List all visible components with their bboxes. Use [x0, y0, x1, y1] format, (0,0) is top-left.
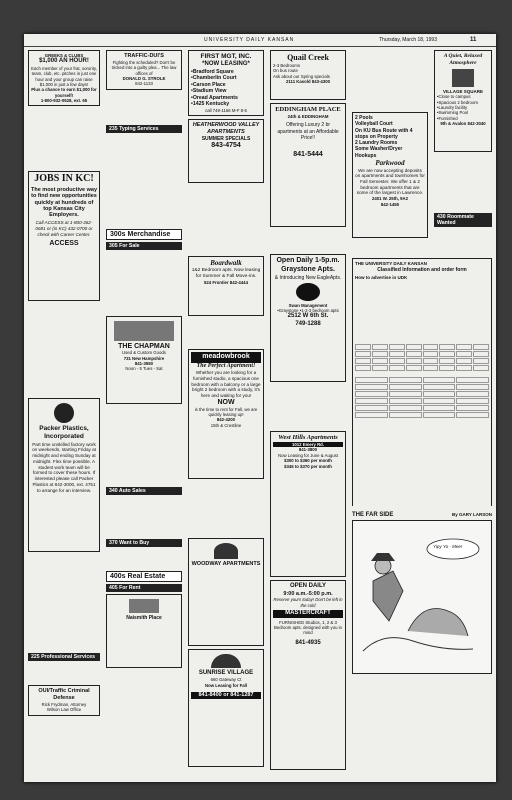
- column-2: [104, 48, 184, 778]
- meadowbrook-title: meadowbrook: [191, 352, 261, 363]
- openday-hours: 9:00 a.m.-5:00 p.m.: [283, 590, 333, 597]
- classified-text-block-10: [106, 549, 182, 569]
- quail-creek-ad: [270, 50, 346, 100]
- meadowbrook-addr: 15th & Crestline: [210, 422, 242, 428]
- quail-addr: 2111 Kasold 843-4300: [286, 79, 330, 85]
- classified-text-block-11: [106, 671, 182, 751]
- ad-copy-grid[interactable]: [355, 377, 489, 418]
- column-4: [268, 48, 348, 778]
- classified-text-block-14: [188, 482, 264, 536]
- quail-item-3: Ask about our Spring specials: [273, 73, 330, 79]
- section-405: 405 For Rent: [106, 584, 182, 592]
- chapman-addr: 731 New Hampshire: [123, 355, 165, 361]
- classified-form-box: [352, 258, 492, 506]
- packer-name: Packer Plastics, Incorporated: [39, 425, 89, 440]
- column-3: [186, 48, 266, 778]
- classified-form-fields: [355, 422, 489, 462]
- classified-text-block-4: [28, 663, 100, 683]
- cowboy-drawing: [353, 521, 493, 671]
- packer-logo-icon: [54, 403, 74, 423]
- chapman-name: THE CHAPMAN: [118, 342, 170, 350]
- farside-title: THE FAR SIDE: [352, 512, 394, 518]
- oui-name: Rick Frydman, Attorney: [41, 702, 87, 708]
- classified-form-instructions: [355, 282, 489, 342]
- packer-body: Part time unskilled factory work on weekends, starting Friday at midnight and ending Sunday at midnight. Flex time possible. A student work team will be formed to cover these hours. If interested please call Packer Plastics at 842-3000, ext. 4751 to arrange for an interview.: [32, 441, 96, 493]
- naismith-ad: [106, 594, 182, 668]
- village-item-5: •Furnished: [437, 115, 458, 121]
- classified-text-block-8: [106, 407, 182, 485]
- firstmgt-ad: [188, 50, 264, 116]
- newspaper-page: [24, 34, 496, 782]
- westhills-addr: 1012 Emery Rd.: [273, 442, 343, 447]
- greeks-body: Each member of your frat, sorority, team, club, etc. pitches in just one hour and your group can raise $1,000 in just a few days!: [31, 65, 97, 87]
- openday-title: OPEN DAILY: [289, 583, 327, 589]
- quail-item-2: On bus route: [273, 68, 298, 74]
- meadowbrook-now: NOW: [217, 398, 235, 406]
- boardwalk-phone: 524 Frontier 842-4444: [204, 279, 248, 285]
- access-logo: ACCESS: [49, 239, 79, 247]
- woodway-title: WOODWAY APARTMENTS: [191, 560, 261, 567]
- greeks-headline: $1,000 AN HOUR!: [39, 58, 89, 65]
- sunrise-title: SUNRISE VILLAGE: [198, 669, 254, 676]
- farside-author: By GARY LARSON: [451, 512, 492, 517]
- heatherwood-phone: 843-4754: [211, 141, 241, 149]
- heatherwood-title: HEATHERWOOD VALLEY APARTMENTS: [192, 121, 260, 135]
- eddingham-addr: 24th & EDDINGHAM: [287, 114, 329, 120]
- section-305: 305 For Sale: [106, 242, 182, 250]
- pools-item-4: 2 Laundry Rooms: [355, 140, 398, 146]
- sunrise-addr: 660 Gateway Ct: [210, 677, 242, 683]
- chapman-picture: [114, 321, 174, 341]
- parkwood-ad: [352, 112, 428, 238]
- village-title: A Quiet, Relaxed Atmosphere: [443, 53, 483, 66]
- classified-text-block-6: [106, 135, 182, 227]
- rate-table: [355, 344, 489, 371]
- pools-item-5: Some Washer/Dryer Hookups: [355, 146, 403, 159]
- jobs-call: Call ACCESS at 1-800-362-0681 or (in KC) 432-0700 or check with Career Center.: [35, 220, 93, 237]
- firstmgt-item-4: •Stadium View: [191, 88, 227, 95]
- graystone-ad: [270, 254, 346, 382]
- heatherwood-ad: [188, 119, 264, 183]
- westhills-phone: 841-3800: [298, 447, 318, 453]
- pools-item-1: 2 Pools: [355, 115, 373, 121]
- classified-text-block-12: [188, 186, 264, 254]
- swan-body: •Graystone •1-2-3 bedroom apts: [277, 308, 339, 314]
- classified-form-subtitle: Classified Information and order form: [377, 266, 467, 273]
- traffic-body: Fighting the scheduled? Don't be tricked into a guilty plea... The law offices of: [111, 59, 177, 76]
- classified-form-section: How to advertise in UDK: [355, 274, 408, 280]
- eddingham-phone: 841-5444: [293, 151, 323, 159]
- westhills-title: West Hills Apartments: [278, 434, 338, 441]
- village-item-4: •Swimming Pool: [437, 110, 469, 116]
- swan-icon: [296, 283, 320, 301]
- heatherwood-specials: SUMMER SPECIALS: [201, 135, 251, 142]
- oui-firm: Wilson Law Office: [46, 707, 82, 713]
- sunrise-phone: 841-8400 or 841-1287: [191, 692, 261, 699]
- sunrise-ad: [188, 649, 264, 767]
- openday-phone: 841-4935: [295, 639, 321, 646]
- eddingham-title: EDDINGHAM PLACE: [275, 106, 341, 113]
- village-square-ad: [434, 50, 492, 152]
- classified-text-block: [28, 109, 100, 169]
- village-square-logo-icon: [452, 69, 474, 87]
- boardwalk-title: Boardwalk: [210, 258, 242, 267]
- jobs-title: JOBS IN KC!: [34, 173, 94, 185]
- classified-order-form: [350, 256, 494, 506]
- graystone-title: Open Daily 1-5p.m. Graystone Apts.: [276, 257, 340, 273]
- openday-ad: [270, 580, 346, 770]
- chapman-sub: Used & Custom Goods: [122, 350, 166, 356]
- firstmgt-item-1: •Bradford Square: [191, 68, 234, 75]
- classified-text-block-7: [106, 252, 182, 314]
- meadowbrook-ad: [188, 349, 264, 479]
- boardwalk-ad: [188, 256, 264, 316]
- firstmgt-phone: call 749-1166 M-F 8-5: [205, 107, 247, 113]
- traffic-title: TRAFFIC-DUI'S: [124, 53, 164, 59]
- westhills-price-2: $345 to $370 per month: [284, 463, 332, 469]
- meadowbrook-phone: 842-4200: [216, 417, 236, 423]
- quail-item-1: 2-3 Bedrooms: [273, 63, 300, 68]
- boardwalk-body: 1&2 Bedroom apts. Now leasing for Summer & Fall Move-ins.: [191, 267, 261, 279]
- quail-title: Quail Creek: [287, 53, 329, 62]
- section-400: 400s Real Estate: [106, 571, 182, 582]
- classified-text-block-16: [270, 385, 346, 429]
- publication-name: UNIVERSITY DAILY KANSAN: [204, 37, 295, 43]
- sunrise-icon: [211, 654, 241, 668]
- swan-title: Swan Management: [288, 302, 328, 308]
- eddingham-body: Offering Luxury 2 br apartments at an Affordable Price!!: [277, 122, 339, 141]
- openday-promo: Reserve yours today! Don't be left in the cold: [273, 597, 343, 608]
- farside-caption: Yipy Yo - Mee!: [433, 544, 463, 549]
- firstmgt-item-6: •1425 Kentucky: [191, 101, 230, 108]
- page-header: [24, 34, 496, 47]
- packer-ad: [28, 398, 100, 552]
- firstmgt-title: FIRST MGT, INC.: [200, 53, 252, 60]
- oui-title: OUI/Traffic Criminal Defense: [38, 688, 90, 702]
- swan-addr: 2512 W 6th St.: [287, 313, 329, 320]
- section-430: 430 Roommate Wanted: [434, 213, 492, 227]
- classified-text-block-9: [106, 497, 182, 537]
- greeks-ad: [28, 50, 100, 106]
- greeks-plus: Plus a chance to earn $1,000 for yourself!: [31, 87, 97, 98]
- issue-date: Thursday, March 18, 1993: [379, 37, 437, 43]
- village-brand: VILLAGE SQUARE: [442, 88, 483, 94]
- eddingham-ad: [270, 103, 346, 227]
- parkwood-title: Parkwood: [375, 158, 405, 167]
- mastercraft-logo: MASTERCRAFT: [273, 610, 343, 618]
- traffic-ad: [106, 50, 182, 90]
- classified-text-block-17: [352, 50, 428, 110]
- section-300: 300s Merchandise: [106, 229, 182, 240]
- traffic-name: DONALD G. STROLE: [122, 75, 166, 81]
- classified-form-title: THE UNIVERSITY DAILY KANSAN: [355, 261, 427, 266]
- section-340: 340 Auto Sales: [106, 487, 182, 495]
- naismith-building-picture: [129, 599, 159, 613]
- farside-panel: [352, 520, 492, 674]
- classified-text-block-2: [28, 304, 100, 396]
- swan-phone: 749-1288: [295, 320, 321, 327]
- village-item-2: •Spacious 2 bedroom: [437, 99, 478, 105]
- section-370: 370 Want to Buy: [106, 539, 182, 547]
- graystone-sub: & Introducing New EagleApts.: [274, 274, 342, 281]
- village-item-3: •Laundry facility: [437, 105, 468, 111]
- meadowbrook-body: Whether you are looking for a furnished studio, a spacious one bedroom with a balcony or a large bright 2 bedroom with a study, it's here and waiting for you!: [191, 370, 261, 399]
- pools-item-3: On KU Bus Route with 4 stops on Property: [355, 127, 413, 140]
- classified-text-block-3: [28, 555, 100, 651]
- parkwood-body: We are now accepting deposits on apartments and townhomes for Fall Semester. We offer 1 & 2 bedroom apartments that are some of the largest in Lawrence.: [355, 167, 425, 196]
- parkwood-addr: 2401 W. 25th, 9A2: [371, 196, 409, 202]
- chapman-ad: [106, 316, 182, 404]
- chapman-hours: Noon - 5 Tues - Sat: [125, 366, 163, 372]
- woodway-ad: [188, 538, 264, 646]
- meadowbrook-time: is the time to rent for Fall, we are quickly leasing up!: [194, 406, 258, 417]
- classified-text-block-5: [106, 93, 182, 123]
- greeks-title: GREEKS & CLUBS: [44, 53, 84, 58]
- section-225: 225 Professional Services: [28, 653, 100, 661]
- jobs-body: The most productive way to find new opportunities quickly at hundreds of top Kansas City Employers.: [31, 186, 98, 219]
- parkwood-phone: 842-1455: [380, 201, 400, 207]
- firstmgt-item-3: •Carson Place: [191, 81, 226, 88]
- pools-item-2: Volleyball Court: [355, 121, 393, 128]
- classified-text-block-18: [434, 155, 492, 211]
- firstmgt-item-2: •Chamberlin Court: [191, 75, 237, 82]
- sunrise-body: Now Leasing for Fall: [204, 682, 248, 688]
- far-side-cartoon: [350, 510, 494, 710]
- village-addr: 9th & Avalon 842-3040: [440, 121, 486, 127]
- firstmgt-item-5: •Oread Apartments: [191, 94, 238, 101]
- column-6: [432, 48, 494, 256]
- classified-text-block-13: [188, 319, 264, 347]
- page-number: 11: [470, 37, 477, 43]
- oui-ad: [28, 685, 100, 715]
- jobs-ad: [28, 171, 100, 301]
- meadowbrook-tagline: The Perfect Apartment!: [196, 362, 256, 369]
- firstmgt-subtitle: *NOW LEASING*: [202, 61, 250, 68]
- westhills-ad: [270, 431, 346, 577]
- westhills-price-1: $300 to $360 per month: [284, 458, 332, 464]
- classified-text-block-15: [270, 230, 346, 252]
- westhills-body: Now Leasing for June & August: [278, 452, 338, 458]
- tree-icon: [214, 543, 238, 559]
- openday-body: FURNISHED Studios, 1, 2 & 3 Bedroom apts. designed with you in mind: [273, 619, 343, 636]
- naismith-name: Naismith Place: [126, 614, 162, 621]
- section-235: 235 Typing Services: [106, 125, 182, 133]
- greeks-phone: 1-800-932-0528, ext. 65: [40, 98, 88, 104]
- chapman-phone: 841-3550: [134, 361, 154, 367]
- traffic-phone: 842-1133: [135, 81, 153, 87]
- classified-text-block-19: [434, 229, 492, 256]
- column-1: [26, 48, 102, 778]
- village-item-1: •Close to campus: [437, 94, 471, 100]
